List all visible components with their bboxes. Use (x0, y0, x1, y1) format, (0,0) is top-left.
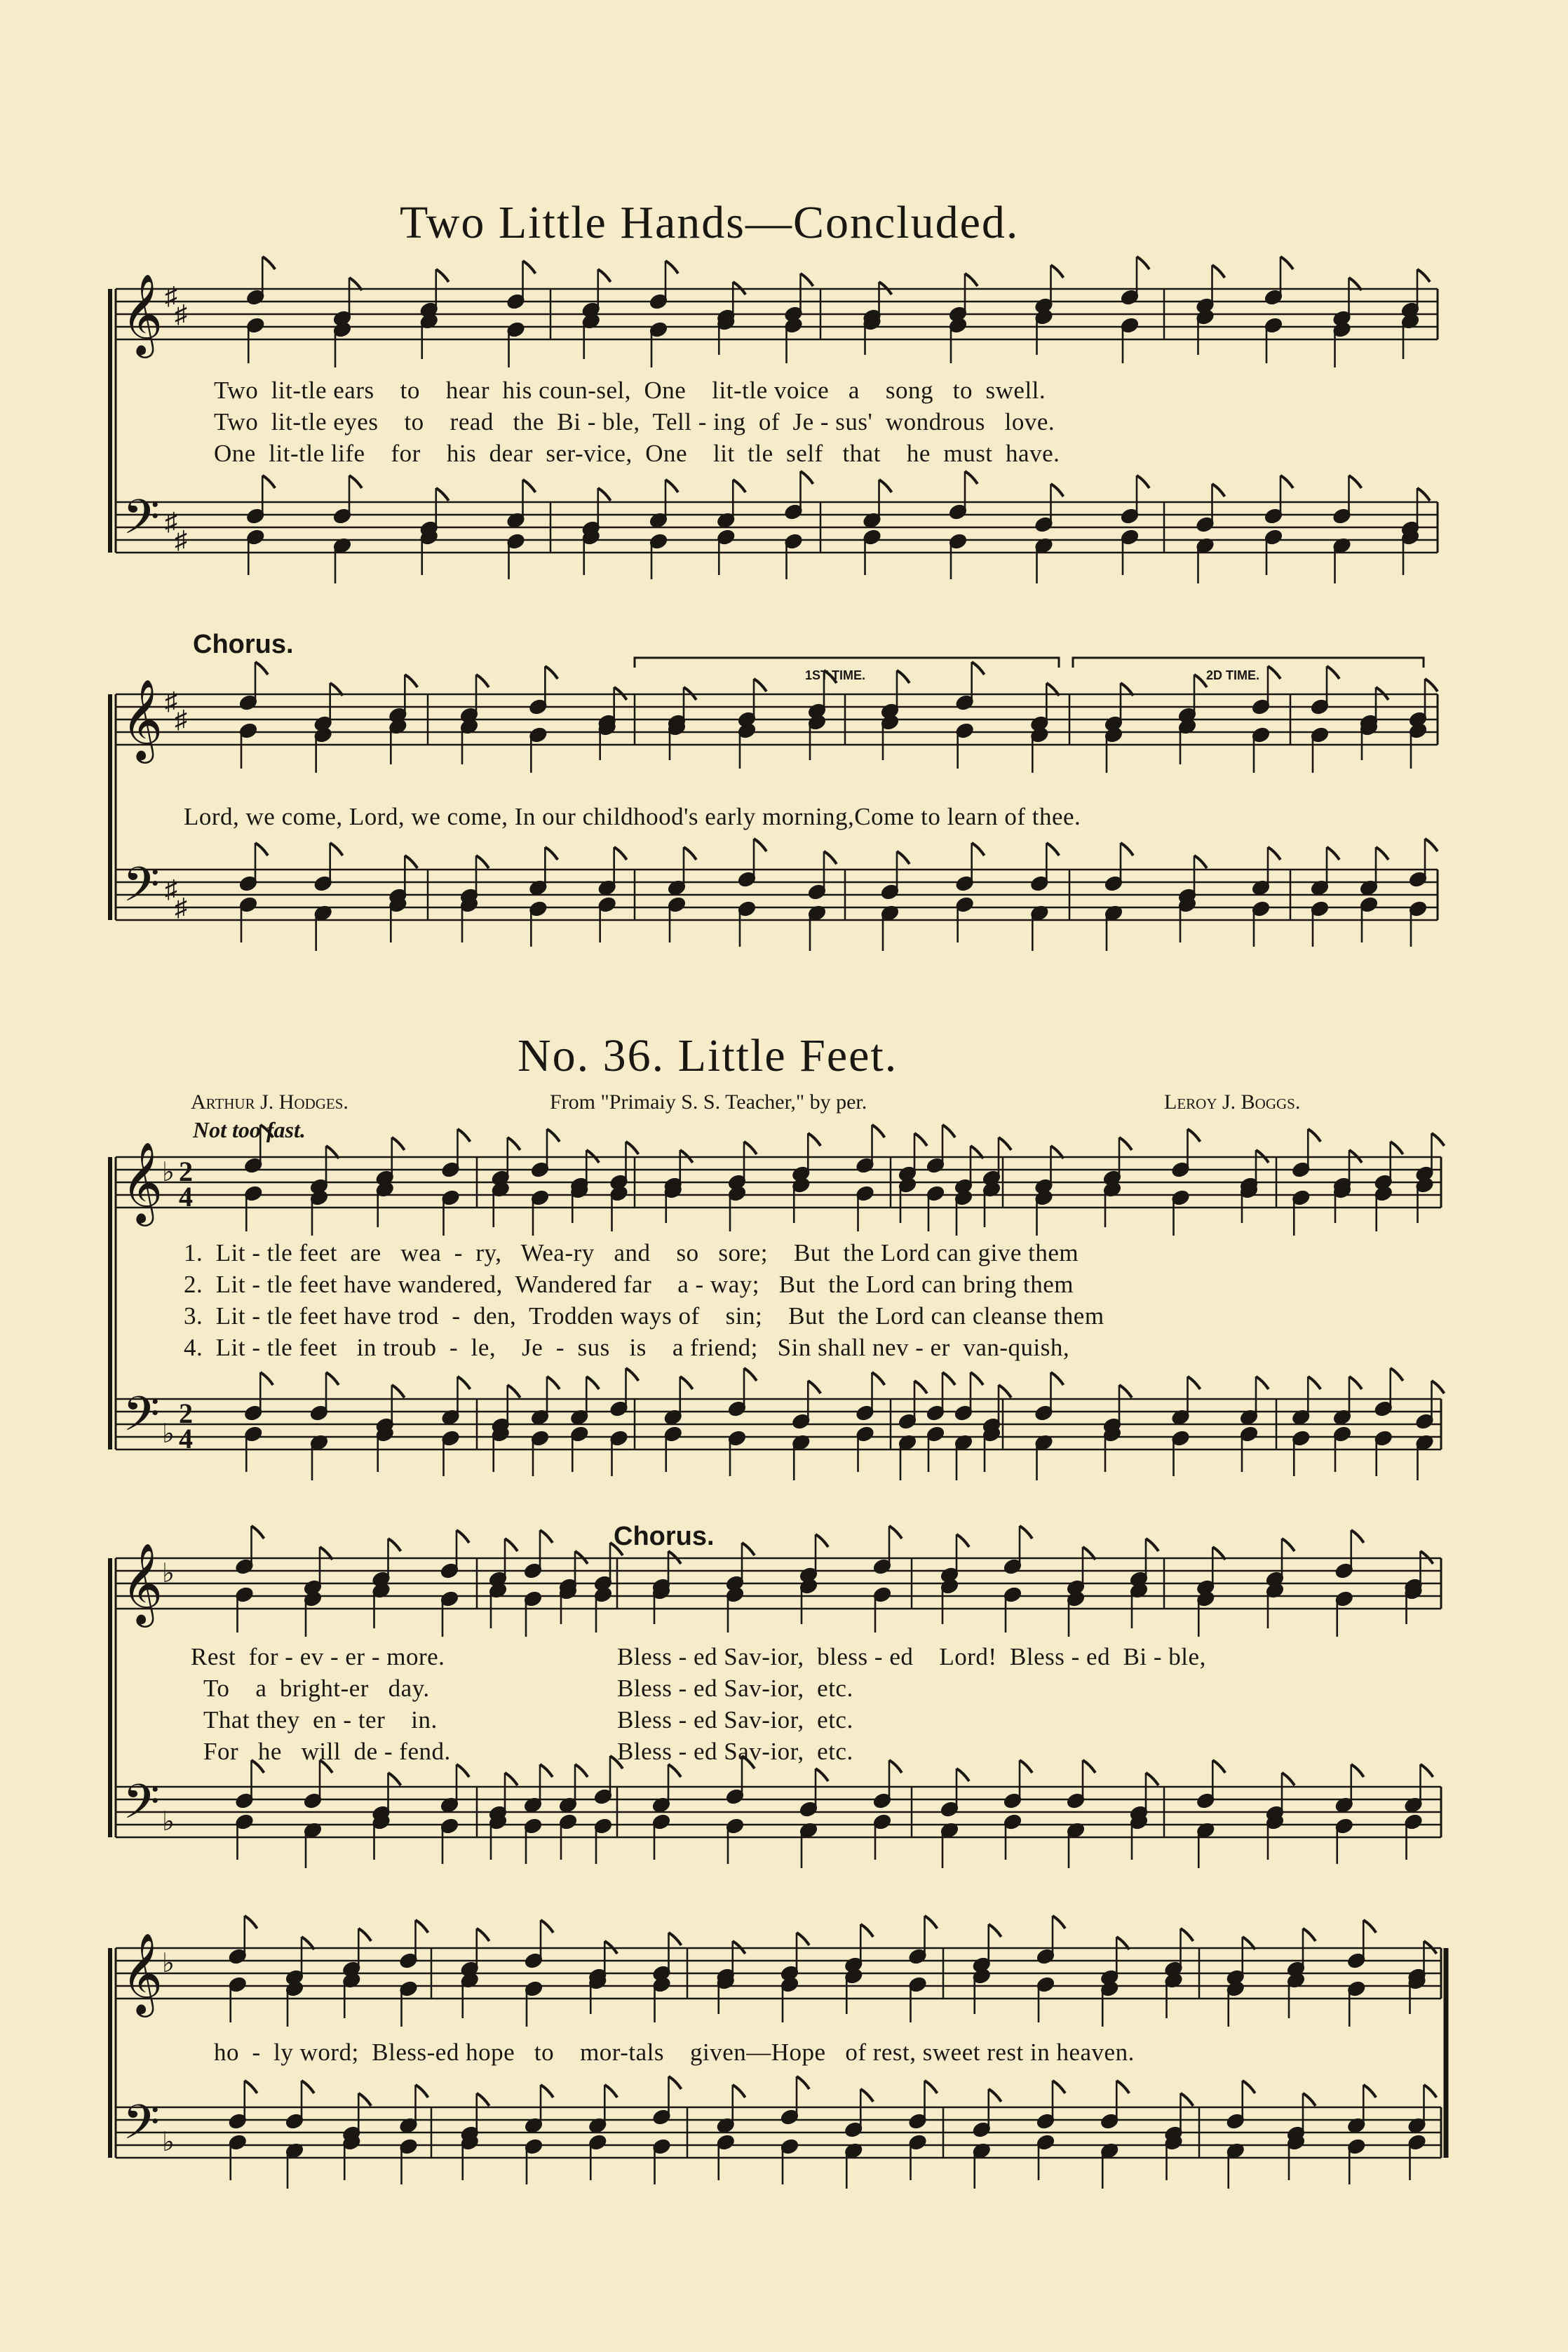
note-flag (523, 261, 536, 273)
note-flag (586, 1377, 599, 1389)
bass-clef-icon: 𝄢 (123, 1387, 160, 1454)
note-flag (801, 273, 813, 286)
lyric-line-1: Two lit-tle ears to hear his coun-sel, One lit-tle voice a song to swell. (214, 377, 1046, 404)
note-flag (388, 1773, 401, 1785)
note-flag (1421, 1764, 1433, 1777)
note-flag (1376, 847, 1388, 860)
note-flag (808, 1381, 820, 1393)
note-flag (476, 675, 489, 687)
sharp-icon: ♯ (165, 875, 177, 903)
composer-credit: Leroy J. Boggs. (1164, 1090, 1301, 1114)
note-flag (1303, 2093, 1316, 2106)
bass-clef-icon: 𝄢 (123, 2095, 160, 2162)
chorus-line-3: Bless - ed Sav-ior, etc. (617, 1706, 853, 1733)
flat-icon: ♭ (162, 1949, 175, 1978)
chorus-line-4: Bless - ed Sav-ior, etc. (617, 1738, 853, 1765)
note-flag (1327, 666, 1339, 679)
note-flag (392, 1137, 405, 1150)
note-flag (1282, 1539, 1295, 1551)
note-flag (1137, 475, 1149, 488)
note-flag (1268, 847, 1280, 860)
note-flag (1351, 1764, 1364, 1777)
note-flag (1363, 1920, 1376, 1933)
chorus-line-2: Bless - ed Sav-ior, etc. (617, 1675, 853, 1702)
sharp-icon: ♯ (165, 687, 177, 715)
song-title-two-little-hands: Two Little Hands—Concluded. (400, 197, 1020, 248)
flat-icon: ♭ (162, 1158, 175, 1187)
note-flag (972, 662, 985, 675)
note-flag (1391, 1368, 1403, 1381)
note-flag (358, 2093, 371, 2106)
sharp-icon: ♯ (175, 526, 187, 554)
note-flag (1051, 1372, 1064, 1385)
note-flag (665, 480, 678, 492)
note-flag (458, 1129, 471, 1142)
note-flag (575, 1764, 588, 1777)
note-flag (889, 1526, 902, 1539)
chorus-line-1: Bless - ed Sav-ior, bless - ed Lord! Bless - ed Bi - ble, (617, 1643, 1206, 1670)
volta-second-label: 2D TIME. (1206, 668, 1260, 682)
note-flag (801, 471, 813, 484)
note-flag (392, 1385, 405, 1398)
note-flag (598, 269, 611, 282)
sharp-icon: ♯ (165, 508, 177, 536)
note-flag (1181, 2093, 1194, 2106)
note-flag (989, 1924, 1001, 1937)
note-flag (957, 1534, 969, 1547)
note-flag (476, 856, 489, 868)
chorus-lyric: Lord, we come, Lord, we come, In our childhood's early morning,Come to learn of thee. (184, 803, 1081, 830)
verse-ending-4: For he will de - fend. (203, 1738, 451, 1765)
note-flag (436, 488, 449, 501)
note-flag (1256, 1377, 1269, 1389)
note-flag (669, 2076, 682, 2089)
volta-second-bracket (1073, 658, 1424, 668)
time-sig: 4 (179, 1181, 193, 1212)
note-flag (1391, 1142, 1403, 1154)
note-flag (889, 1760, 902, 1773)
note-flag (914, 1133, 927, 1146)
verse-ending-3: That they en - ter in. (203, 1706, 438, 1733)
note-flag (405, 856, 417, 868)
note-flag (626, 1368, 639, 1381)
note-flag (262, 475, 275, 488)
note-flag (1121, 843, 1133, 856)
note-flag (824, 851, 837, 864)
bass-clef-icon: 𝄢 (123, 858, 160, 924)
note-flag (1417, 488, 1430, 501)
note-flag (320, 1760, 332, 1773)
verse-ending-1: Rest for - ev - er - more. (191, 1643, 445, 1670)
note-flag (610, 1543, 623, 1555)
note-flag (797, 2076, 809, 2089)
note-flag (1212, 1760, 1225, 1773)
note-flag (897, 851, 910, 864)
note-flag (252, 1760, 264, 1773)
note-flag (797, 1933, 809, 1945)
treble-clef-icon: 𝄞 (121, 1141, 163, 1223)
treble-clef-icon: 𝄞 (121, 678, 163, 760)
note-flag (742, 1543, 755, 1555)
note-flag (1194, 675, 1207, 687)
sharp-icon: ♯ (175, 300, 187, 328)
note-flag (733, 480, 745, 492)
note-flag (1188, 1129, 1201, 1142)
note-flag (1425, 839, 1438, 851)
note-flag (1425, 679, 1438, 691)
note-flag (1020, 1760, 1032, 1773)
note-flag (1282, 1773, 1295, 1785)
note-flag (1053, 2081, 1065, 2093)
note-flag (1046, 843, 1059, 856)
song-title-little-feet: No. 36. Little Feet. (518, 1030, 898, 1081)
note-flag (598, 488, 611, 501)
note-flag (733, 2085, 745, 2097)
note-flag (1280, 257, 1293, 269)
note-flag (388, 1539, 401, 1551)
note-flag (1051, 265, 1064, 278)
note-flag (1351, 1530, 1364, 1543)
note-flag (326, 1372, 339, 1385)
note-flag (680, 1377, 693, 1389)
note-flag (1119, 1137, 1132, 1150)
treble-clef-icon: 𝄞 (121, 1542, 163, 1624)
time-sig: 2 (179, 1398, 193, 1429)
note-flag (808, 1133, 820, 1146)
note-flag (1083, 1760, 1095, 1773)
note-flag (879, 480, 892, 492)
flat-icon: ♭ (162, 1807, 175, 1837)
note-flag (957, 1769, 969, 1781)
note-flag (626, 1142, 639, 1154)
note-flag (1146, 1773, 1158, 1785)
note-flag (665, 261, 678, 273)
note-flag (1137, 257, 1149, 269)
verse-line-2: 2. Lit - tle feet have wandered, Wandered far a - way; But the Lord can bring them (184, 1271, 1074, 1298)
note-flag (1053, 1916, 1065, 1928)
note-flag (744, 1368, 757, 1381)
note-flag (457, 1764, 469, 1777)
sharp-icon: ♯ (175, 893, 187, 921)
note-flag (1349, 1377, 1362, 1389)
note-flag (860, 1924, 873, 1937)
sharp-icon: ♯ (165, 282, 177, 310)
note-flag (1020, 1526, 1032, 1539)
note-flag (744, 1142, 757, 1154)
lyric-line-2: Two lit-tle eyes to read the Bi - ble, Tell - ing of Je - sus' wondrous love. (214, 408, 1055, 435)
note-flag (897, 670, 910, 683)
note-flag (1327, 847, 1339, 860)
note-flag (508, 1385, 520, 1398)
note-flag (1243, 2081, 1255, 2093)
note-flag (684, 847, 696, 860)
treble-clef-icon: 𝄞 (121, 1932, 163, 2014)
note-flag (816, 1769, 828, 1781)
note-flag (545, 847, 557, 860)
note-flag (942, 1372, 955, 1385)
note-flag (260, 1372, 273, 1385)
note-flag (669, 1933, 682, 1945)
note-flag (999, 1385, 1011, 1398)
note-flag (971, 1372, 983, 1385)
note-flag (260, 1125, 273, 1137)
note-flag (255, 662, 268, 675)
note-flag (999, 1137, 1011, 1150)
note-flag (540, 1764, 553, 1777)
note-flag (262, 257, 275, 269)
verse-ending-2: To a bright-er day. (203, 1675, 430, 1702)
bass-clef-icon: 𝄢 (123, 1775, 160, 1841)
note-flag (508, 1137, 520, 1150)
note-flag (610, 1756, 623, 1769)
note-flag (505, 1539, 518, 1551)
treble-clef-icon: 𝄞 (121, 273, 163, 355)
note-flag (925, 1916, 938, 1928)
note-flag (1432, 1133, 1445, 1146)
flat-icon: ♭ (162, 2128, 175, 2157)
note-flag (477, 2093, 489, 2106)
source-credit: From "Primaiy S. S. Teacher," by per. (550, 1090, 867, 1114)
note-flag (965, 273, 978, 286)
note-flag (541, 1920, 553, 1933)
note-flag (860, 2089, 873, 2102)
note-flag (1116, 2081, 1129, 2093)
note-flag (1181, 1928, 1194, 1941)
note-flag (405, 675, 417, 687)
note-flag (604, 2085, 617, 2097)
note-flag (1349, 475, 1362, 488)
note-flag (942, 1125, 955, 1137)
tempo-marking: Not too fast. (193, 1117, 306, 1142)
note-flag (252, 1526, 264, 1539)
note-flag (989, 2089, 1001, 2102)
note-flag (540, 1530, 553, 1543)
note-flag (349, 475, 362, 488)
note-flag (872, 1125, 885, 1137)
note-flag (547, 1129, 560, 1142)
note-flag (1188, 1377, 1201, 1389)
time-sig: 4 (179, 1423, 193, 1454)
note-flag (245, 2081, 257, 2093)
note-flag (358, 1928, 371, 1941)
volta-first-label: 1ST TIME. (805, 668, 866, 682)
flat-icon: ♭ (162, 1559, 175, 1588)
note-flag (925, 2081, 938, 2093)
note-flag (1424, 2085, 1437, 2097)
note-flag (965, 471, 978, 484)
note-flag (1212, 484, 1225, 496)
note-flag (416, 2085, 428, 2097)
sharp-icon: ♯ (175, 705, 187, 734)
note-flag (1268, 666, 1280, 679)
note-flag (816, 1534, 828, 1547)
note-flag (545, 666, 557, 679)
chorus-label-little-feet: Chorus. (614, 1522, 715, 1551)
note-flag (1212, 265, 1225, 278)
note-flag (1417, 269, 1430, 282)
note-flag (914, 1381, 927, 1393)
note-flag (302, 2081, 314, 2093)
note-flag (505, 1773, 518, 1785)
note-flag (245, 1916, 257, 1928)
note-flag (614, 847, 627, 860)
flat-icon: ♭ (162, 1419, 175, 1449)
author-credit: Arthur J. Hodges. (191, 1090, 349, 1114)
note-flag (457, 1530, 469, 1543)
chorus-label: Chorus. (193, 630, 294, 659)
note-flag (754, 839, 766, 851)
note-flag (668, 1764, 681, 1777)
note-flag (1280, 475, 1293, 488)
note-flag (1363, 2085, 1376, 2097)
note-flag (872, 1372, 885, 1385)
note-flag (523, 480, 536, 492)
note-flag (1303, 1928, 1316, 1941)
note-flag (458, 1377, 471, 1389)
note-flag (1146, 1539, 1158, 1551)
note-flag (1308, 1377, 1320, 1389)
final-lyric: ho - ly word; Bless-ed hope to mor-tals given—Hope of rest, sweet rest in heaven. (214, 2039, 1135, 2066)
bass-clef-icon: 𝄢 (123, 490, 160, 557)
note-flag (416, 1920, 428, 1933)
note-flag (1194, 856, 1207, 868)
note-flag (477, 1928, 489, 1941)
note-flag (754, 679, 766, 691)
volta-first-bracket (635, 658, 1059, 668)
note-flag (742, 1756, 755, 1769)
verse-line-4: 4. Lit - tle feet in troub - le, Je - sus is a friend; Sin shall nev - er van-quish, (184, 1334, 1070, 1361)
verse-line-1: 1. Lit - tle feet are wea - ry, Wea-ry and so sore; But the Lord can give them (184, 1239, 1079, 1266)
note-flag (972, 843, 985, 856)
note-flag (255, 843, 268, 856)
note-flag (824, 670, 837, 683)
note-flag (1119, 1385, 1132, 1398)
note-flag (1432, 1381, 1445, 1393)
note-flag (547, 1377, 560, 1389)
note-flag (436, 269, 449, 282)
lyric-line-3: One lit-tle life for his dear ser-vice, One lit tle self that he must have. (214, 440, 1060, 467)
note-flag (541, 2085, 553, 2097)
time-sig: 2 (179, 1156, 193, 1187)
note-flag (1051, 484, 1064, 496)
note-flag (330, 843, 343, 856)
note-flag (1308, 1129, 1320, 1142)
verse-line-3: 3. Lit - tle feet have trod - den, Trodden ways of sin; But the Lord can cleanse them (184, 1302, 1104, 1330)
